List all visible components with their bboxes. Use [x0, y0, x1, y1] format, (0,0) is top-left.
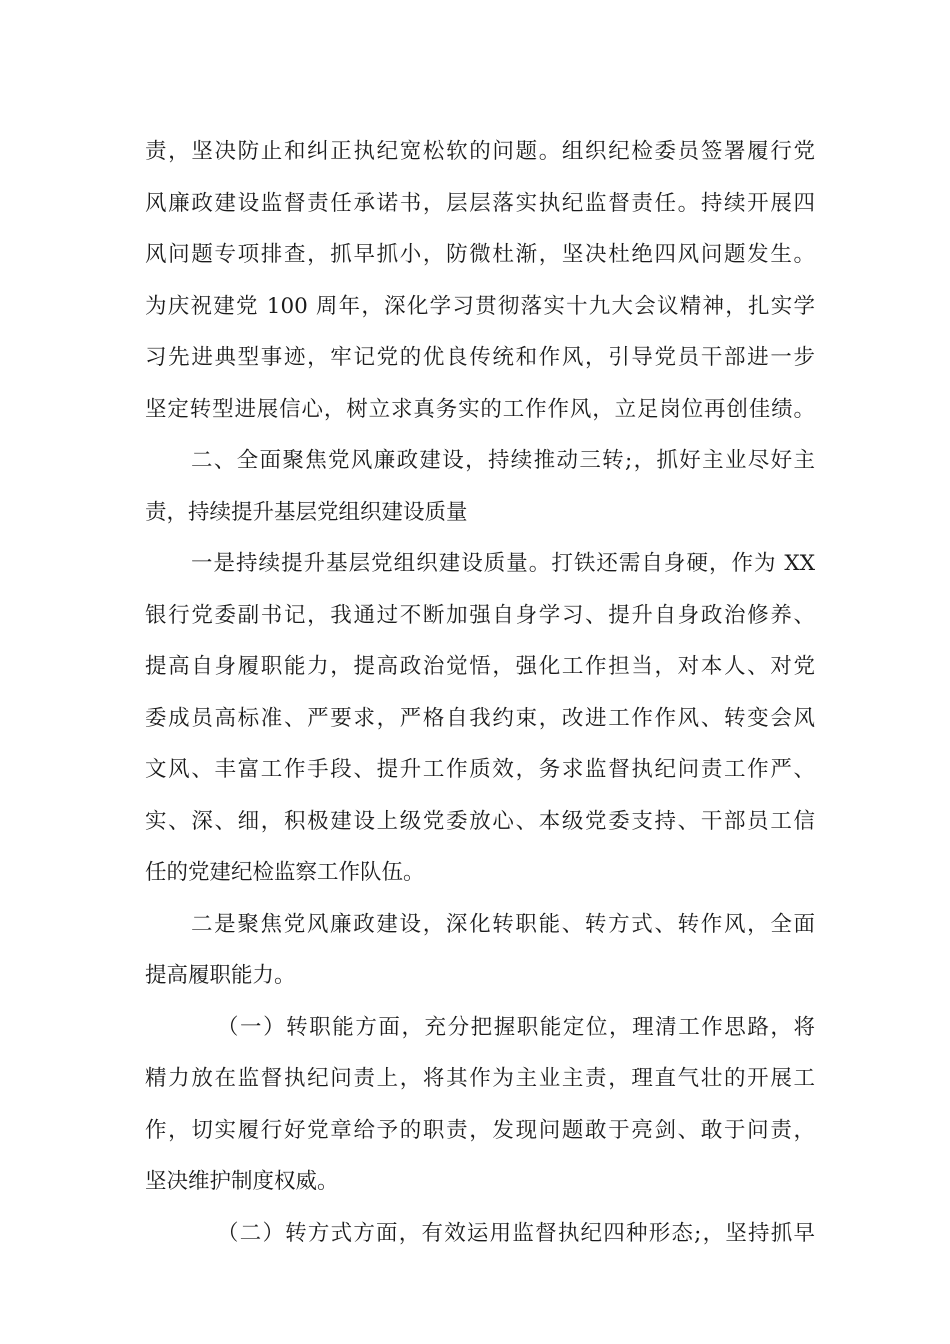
text-line: 提高履职能力。 — [145, 963, 296, 988]
text-line: 一是持续提升基层党组织建设质量。打铁还需自身硬，作为 XX — [191, 551, 815, 576]
text-line: 风问题专项排查，抓早抓小，防微杜渐，坚决杜绝四风问题发生。 — [145, 242, 815, 267]
text-line: 责，坚决防止和纠正执纪宽松软的问题。组织纪检委员签署履行党 — [145, 139, 815, 164]
text-line: 坚定转型进展信心，树立求真务实的工作作风，立足岗位再创佳绩。 — [145, 396, 815, 422]
text-line: 二是聚焦党风廉政建设，深化转职能、转方式、转作风，全面 — [191, 911, 815, 937]
text-line: 银行党委副书记，我通过不断加强自身学习、提升自身政治修养、 — [145, 602, 815, 628]
text-line: 提高自身履职能力，提高政治觉悟，强化工作担当，对本人、对党 — [145, 654, 815, 679]
text-line: 实、深、细，积极建设上级党委放心、本级党委支持、干部员工信 — [145, 808, 815, 834]
document-body — [145, 126, 815, 1259]
text-line: 二、全面聚焦党风廉政建设，持续推动三转;，抓好主业尽好主 — [191, 448, 815, 473]
text-line: 委成员高标准、严要求，严格自我约束，改进工作作风、转变会风 — [145, 705, 815, 731]
text-line: 任的党建纪检监察工作队伍。 — [145, 860, 425, 885]
text-line: 作，切实履行好党章给予的职责，发现问题敢于亮剑、敢于问责， — [145, 1117, 815, 1143]
text-line: 习先进典型事迹，牢记党的优良传统和作风，引导党员干部进一步 — [145, 345, 815, 370]
text-line: 责，持续提升基层党组织建设质量 — [145, 499, 468, 525]
text-line: （一）转职能方面，充分把握职能定位，理清工作思路，将 — [217, 1014, 815, 1040]
text-line: 文风、丰富工作手段、提升工作质效，务求监督执纪问责工作严、 — [145, 757, 815, 782]
text-line: 坚决维护制度权威。 — [145, 1169, 339, 1194]
text-line: 为庆祝建党 100 周年，深化学习贯彻落实十九大会议精神，扎实学 — [145, 293, 815, 319]
text-line: 风廉政建设监督责任承诺书，层层落实执纪监督责任。持续开展四 — [145, 190, 815, 216]
text-line: （二）转方式方面，有效运用监督执纪四种形态;，坚持抓早 — [217, 1220, 815, 1246]
text-line: 精力放在监督执纪问责上，将其作为主业主责，理直气壮的开展工 — [145, 1066, 815, 1091]
